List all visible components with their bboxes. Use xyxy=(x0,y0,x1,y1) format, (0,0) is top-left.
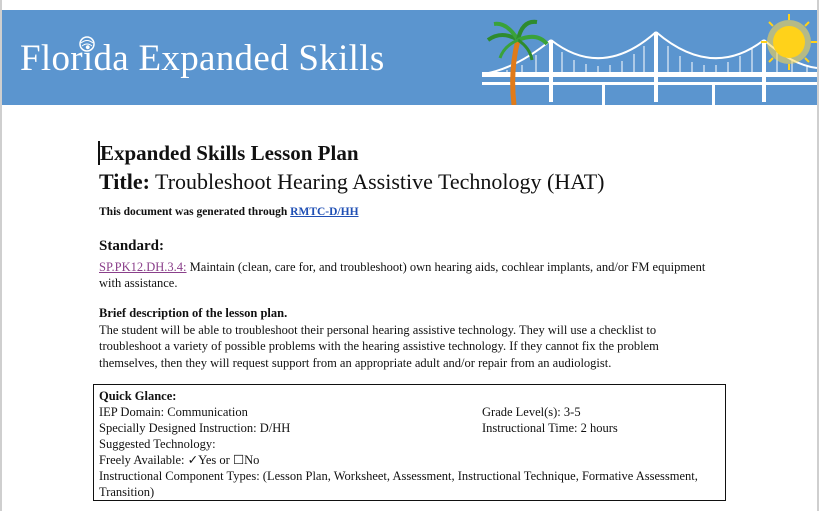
quick-glance-heading: Quick Glance: xyxy=(99,389,177,403)
quick-glance-box xyxy=(93,384,726,501)
suggested-technology: Suggested Technology: xyxy=(99,437,216,451)
header-banner xyxy=(2,10,817,105)
iep-domain: IEP Domain: Communication xyxy=(99,405,248,419)
freely-available: Freely Available: ✓Yes or ☐No xyxy=(99,453,260,467)
sun-icon xyxy=(761,14,817,70)
component-types: Instructional Component Types: (Lesson Plan, Worksheet, Assessment, Instructional Technique, Formative Assessment, Transition) xyxy=(99,469,698,499)
generated-note xyxy=(99,206,359,218)
banner-title: Florida Expanded Skills xyxy=(20,38,385,79)
lesson-title xyxy=(99,169,604,195)
instructional-time: Instructional Time: 2 hours xyxy=(482,421,618,435)
standard-description xyxy=(99,259,709,291)
generated-prefix: This document was generated through xyxy=(99,206,288,218)
title-text: Troubleshoot Hearing Assistive Technology (HAT) xyxy=(155,169,605,194)
lesson-plan-heading: Expanded Skills Lesson Plan xyxy=(100,141,359,165)
standard-heading: Standard: xyxy=(99,238,165,254)
rmtc-link[interactable]: RMTC-D/HH xyxy=(290,206,359,218)
standard-text: Maintain (clean, care for, and troubleshoot) own hearing aids, cochlear implants, and/or FM equipment with assistance. xyxy=(99,260,706,290)
title-label: Title: xyxy=(99,169,150,194)
brief-text: The student will be able to troubleshoot their personal hearing assistive technology. They will use a checklist to troubleshoot a variety of possible problems with the hearing assistive technology. If they cannot fix the problem themselves, then they will request support from an appropriate adult and/or repair from an audiologist. xyxy=(99,323,659,370)
standard-code-link[interactable]: SP.PK12.DH.3.4: xyxy=(99,260,187,274)
grade-level: Grade Level(s): 3-5 xyxy=(482,405,581,419)
specially-designed-instruction: Specially Designed Instruction: D/HH xyxy=(99,421,291,435)
brief-heading: Brief description of the lesson plan. xyxy=(99,306,288,320)
